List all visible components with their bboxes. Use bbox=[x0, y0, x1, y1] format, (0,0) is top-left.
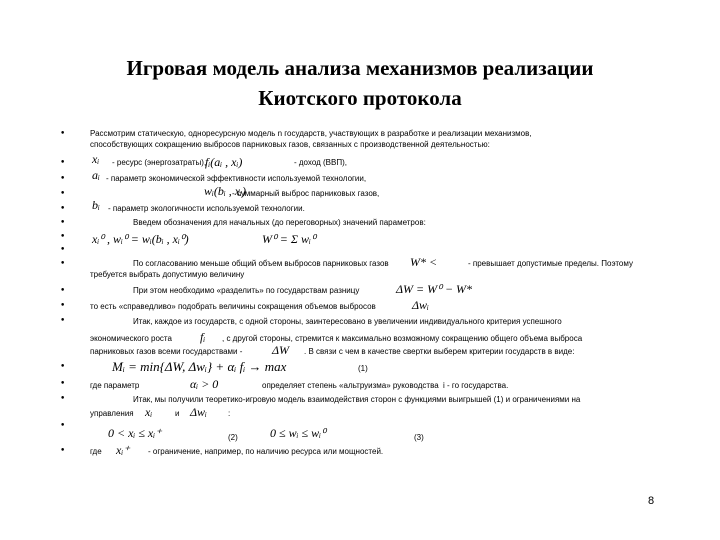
math-b-i: bᵢ bbox=[92, 198, 100, 212]
equation-3: 0 ≤ wᵢ ≤ wᵢ⁰ bbox=[270, 426, 326, 440]
text-line: то есть «справедливо» подобрать величины сокращения объемов выбросов bbox=[90, 302, 376, 311]
bullet-icon: • bbox=[60, 301, 66, 311]
text-line: требуется выбрать допустимую величину bbox=[90, 270, 245, 279]
bullet-icon: • bbox=[60, 394, 66, 404]
bullet-icon: • bbox=[60, 245, 66, 255]
math-initial-total: W⁰ = Σ wᵢ⁰ bbox=[262, 232, 316, 246]
math-x-plus: xᵢ⁺ bbox=[116, 443, 130, 457]
math-a-i: aᵢ bbox=[92, 168, 100, 182]
text-line: Итак, мы получили теоретико-игровую модель взаимодействия сторон с функциями выигрышей (1) и ограничениями на bbox=[133, 395, 581, 404]
equation-number: (3) bbox=[414, 433, 424, 442]
math-alpha: αᵢ > 0 bbox=[190, 377, 219, 391]
text-line: : bbox=[228, 409, 231, 418]
math-delta-w-2: ΔW bbox=[272, 343, 290, 357]
text-line: Итак, каждое из государств, с одной стороны, заинтересовано в увеличении индивидуального критерия успешного bbox=[133, 317, 562, 326]
text-line: - ограничение, например, по наличию ресурса или мощностей. bbox=[148, 447, 384, 456]
bullet-icon: • bbox=[60, 316, 66, 326]
bullet-icon: • bbox=[60, 421, 66, 431]
text-line: - доход (ВВП), bbox=[294, 158, 347, 167]
math-w-i: wᵢ(bᵢ , xᵢ) bbox=[204, 184, 247, 198]
title-line-2: Киотского протокола bbox=[258, 86, 462, 110]
bullet-icon: • bbox=[60, 204, 66, 214]
bullet-icon: • bbox=[60, 129, 66, 139]
text-line: . В связи с чем в качестве свертки выберем критерии государств в виде: bbox=[304, 347, 575, 356]
text-line: и bbox=[175, 409, 180, 418]
bullet-icon: • bbox=[60, 379, 66, 389]
math-x-i: xᵢ bbox=[92, 152, 100, 166]
math-f-i-2: fᵢ bbox=[200, 330, 206, 344]
equation-2: 0 < xᵢ ≤ xᵢ⁺ bbox=[108, 426, 162, 440]
text-line: - превышает допустимые пределы. Поэтому bbox=[468, 259, 633, 268]
text-line: - параметр экономической эффективности используемой технологии, bbox=[106, 174, 367, 183]
bullet-icon: • bbox=[60, 286, 66, 296]
text-line: где параметр bbox=[90, 381, 140, 390]
math-initial-values: xᵢ⁰ , wᵢ⁰ = wᵢ(bᵢ , xᵢ⁰) bbox=[92, 232, 189, 246]
equation-number: (2) bbox=[228, 433, 238, 442]
bullet-icon: • bbox=[60, 189, 66, 199]
bullet-icon: • bbox=[60, 218, 66, 228]
math-w-star: W* < bbox=[410, 255, 438, 269]
text-line: управления bbox=[90, 409, 134, 418]
text-line: способствующих сокращению выбросов парниковых газов, связанных с производственной деятельностью: bbox=[90, 140, 490, 149]
text-line: - суммарный выброс парниковых газов, bbox=[232, 189, 380, 198]
text-line: - ресурс (энергозатраты), bbox=[112, 158, 207, 167]
math-x-i-2: xᵢ bbox=[145, 405, 153, 419]
bullet-icon: • bbox=[60, 232, 66, 242]
text-line: По согласованию меньше общий объем выбросов парниковых газов bbox=[133, 259, 389, 268]
text-line: При этом необходимо «разделить» по государствам разницу bbox=[133, 286, 360, 295]
bullet-icon: • bbox=[60, 446, 66, 456]
bullet-icon: • bbox=[60, 174, 66, 184]
page-number: 8 bbox=[648, 495, 655, 507]
text-line: , с другой стороны, стремится к максимально возможному сокращению общего объема выброса bbox=[222, 334, 583, 343]
text-line: где bbox=[90, 447, 102, 456]
bullet-icon: • bbox=[60, 259, 66, 269]
text-line: i - го государства. bbox=[443, 381, 509, 390]
equation-number: (1) bbox=[358, 364, 368, 373]
math-f-i: fᵢ(aᵢ , xᵢ) bbox=[205, 155, 243, 169]
text-line: Рассмотрим статическую, одноресурсную модель n государств, участвующих в разработке и реализации механизмов, bbox=[90, 129, 532, 138]
math-delta-wi: Δwᵢ bbox=[412, 298, 429, 312]
math-delta-wi-2: Δwᵢ bbox=[190, 405, 207, 419]
title-line-1: Игровая модель анализа механизмов реализации bbox=[126, 56, 594, 80]
text-line: экономического роста bbox=[90, 334, 172, 343]
bullet-icon: • bbox=[60, 158, 66, 168]
text-line: парниковых газов всеми государствами - bbox=[90, 347, 243, 356]
equation-1: Mᵢ = min{ΔW, Δwᵢ} + αᵢ fᵢ → max bbox=[112, 359, 287, 374]
bullet-icon: • bbox=[60, 362, 66, 372]
text-line: - параметр экологичности используемой технологии. bbox=[108, 204, 305, 213]
text-line: Введем обозначения для начальных (до переговорных) значений параметров: bbox=[133, 218, 426, 227]
text-line: определяет степень «альтруизма» руководства bbox=[262, 381, 439, 390]
math-delta-w: ΔW = W⁰ − W* bbox=[396, 282, 473, 296]
